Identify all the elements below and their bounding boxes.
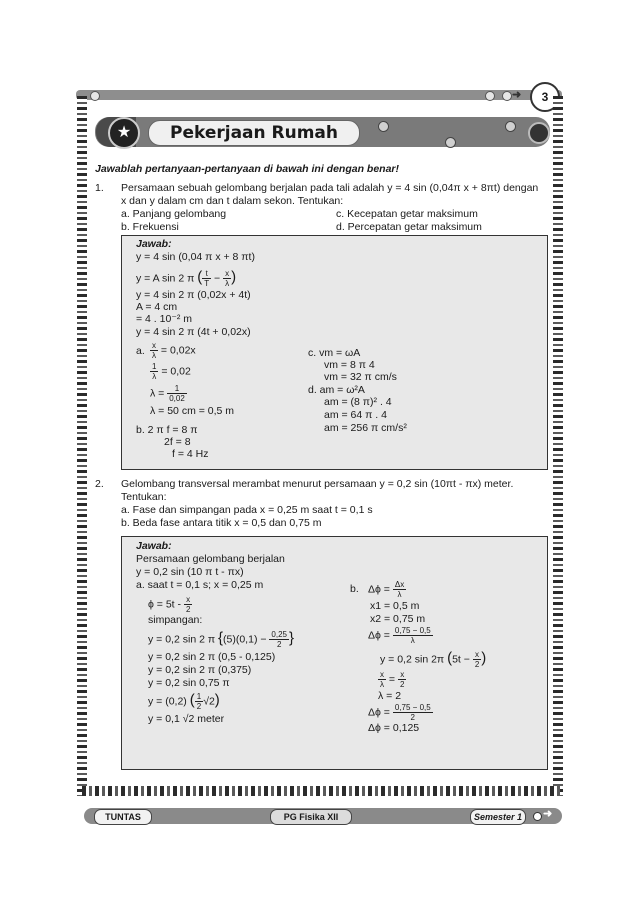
fraction: [393, 626, 433, 645]
equation-text: Δϕ =: [368, 629, 390, 642]
simpangan-line: y = 0,1 √2 meter: [148, 713, 225, 725]
part-c-line: vm = 32 π cm/s: [324, 371, 397, 383]
fraction: [223, 269, 231, 288]
page-number: 3: [530, 82, 560, 112]
footer-book-title: PG Fisika XII: [270, 809, 352, 825]
numerator: x: [152, 341, 156, 350]
denominator: T: [204, 279, 210, 288]
fraction: [202, 269, 211, 288]
fraction: [167, 384, 187, 403]
answer2-line: a. saat t = 0,1 s; x = 0,25 m: [136, 579, 264, 591]
q2-text-line2: Tentukan:: [121, 491, 167, 503]
equation-text: = 0,02x: [160, 344, 196, 357]
left-border-strip: [77, 96, 87, 796]
equation-text: y = (0,2): [148, 695, 187, 708]
equation-text: y = A sin 2 π: [136, 272, 195, 285]
fraction: [393, 580, 406, 599]
fraction: [269, 630, 289, 649]
part-b-line: [378, 670, 406, 689]
part-d-line: am = (8 π)² . 4: [324, 396, 392, 408]
header-dot: [378, 121, 389, 132]
denominator: 2: [185, 605, 191, 614]
q2-number: 2.: [95, 478, 104, 490]
part-c-line: c. vm = ωA: [308, 347, 361, 359]
simpangan-line: y = 0,2 sin 2 π (0,5 - 0,125): [148, 651, 276, 663]
q1-number: 1.: [95, 182, 104, 194]
phase-equation: [148, 595, 192, 614]
equation-text: Δϕ =: [368, 583, 390, 596]
footer-semester: Semester 1: [470, 809, 526, 825]
numerator: t: [202, 269, 211, 279]
part-d-line: am = 256 π cm/s²: [324, 422, 407, 434]
part-b-line: x1 = 0,5 m: [370, 600, 420, 612]
root-text: √2: [203, 695, 215, 708]
equation-text: λ =: [150, 387, 165, 400]
denominator: λ: [380, 680, 384, 689]
part-b-line: f = 4 Hz: [172, 448, 209, 460]
numerator: x: [225, 269, 230, 278]
q1-text-line2: x dan y dalam cm dan t dalam sekon. Tentukan:: [121, 195, 344, 207]
header-end-circle: [528, 122, 550, 144]
simpangan-line: [148, 630, 294, 649]
arrow-right-icon: ➜: [512, 89, 522, 101]
part-b-label: b.: [350, 583, 359, 595]
part-b-line: 2f = 8: [164, 436, 191, 448]
star-icon: ★: [108, 117, 140, 149]
denominator: 2: [196, 702, 202, 711]
answer2-line: y = 0,2 sin (10 π t - πx): [136, 566, 244, 578]
answer1-line: y = 4 sin 2 π (4t + 0,02x): [136, 326, 251, 338]
paren-open: (: [197, 268, 203, 286]
equation-text: y = 0,2 sin 2 π: [148, 633, 216, 646]
denominator: 2: [410, 713, 415, 722]
answer1-line: y = 4 sin (0,04 π x + 8 πt): [136, 251, 255, 263]
fraction: [398, 670, 406, 689]
equation-text: ϕ = 5t -: [148, 598, 182, 611]
denominator: λ: [410, 636, 415, 645]
equation-text: (5)(0,1) −: [223, 633, 267, 646]
equation-text: =: [388, 673, 396, 686]
paren-close: ): [481, 649, 487, 667]
paren-close: ): [231, 268, 237, 286]
part-a-eq1: [150, 341, 196, 360]
answer1-line: y = 4 sin 2 π (0,02x + 4t): [136, 289, 251, 301]
part-d-line: am = 64 π . 4: [324, 409, 387, 421]
numerator: 1: [167, 384, 187, 394]
q2-text-line1: Gelombang transversal merambat menurut persamaan y = 0,2 sin (10πt - πx) meter.: [121, 478, 514, 490]
fraction: [378, 670, 386, 689]
numerator: 1: [196, 692, 202, 701]
instruction-text: Jawablah pertanyaan-pertanyaan di bawah ini dengan benar!: [95, 163, 399, 175]
q2-option-a: a. Fase dan simpangan pada x = 0,25 m saat t = 0,1 s: [121, 504, 373, 516]
paren-open: (: [447, 649, 453, 667]
numerator: Δx: [394, 580, 405, 589]
header-dot: [445, 137, 456, 148]
equation-text: 5t −: [452, 653, 470, 666]
numerator: 0,75 − 0,5: [394, 703, 431, 712]
paren-close: ): [214, 691, 220, 709]
numerator: x: [184, 595, 192, 605]
q1-option-c: c. Kecepatan getar maksimum: [336, 208, 478, 220]
numerator: 0,75 − 0,5: [394, 626, 431, 635]
fraction: [184, 595, 192, 614]
denominator: 0,02: [169, 394, 185, 403]
part-a-eq2: [150, 362, 191, 381]
simpangan-label: simpangan:: [148, 614, 203, 626]
simpangan-line: y = 0,2 sin 0,75 π: [148, 677, 230, 689]
part-b-line: [380, 650, 486, 669]
part-b-line: Δϕ = 0,125: [368, 722, 420, 734]
denominator: λ: [225, 279, 230, 288]
equation-text: y = 0,2 sin 2π: [380, 653, 445, 666]
footer-dot: [533, 812, 542, 821]
part-a-eq3: [150, 384, 187, 403]
fraction: [150, 362, 158, 381]
answer1-line: A = 4 cm: [136, 301, 178, 313]
top-bar-dot: [485, 91, 495, 101]
numerator: x: [398, 670, 406, 680]
arrow-right-icon: ➜: [543, 808, 553, 820]
part-a-label: a.: [136, 345, 145, 357]
fraction: [150, 341, 158, 360]
fraction: [195, 692, 203, 711]
bottom-border-strip: [82, 786, 560, 796]
numerator: x: [380, 670, 384, 679]
answer1-line: = 4 . 10⁻² m: [136, 313, 193, 325]
q1-option-b: b. Frekuensi: [121, 221, 179, 233]
part-b-line: λ = 2: [378, 690, 402, 702]
section-title: Pekerjaan Rumah: [148, 120, 360, 146]
q1-text-line1: Persamaan sebuah gelombang berjalan pada tali adalah y = 4 sin (0,04π x + 8πt) dengan: [121, 182, 539, 194]
top-bar-dot: [502, 91, 512, 101]
brace-open: {: [218, 629, 224, 647]
answer2-label: Jawab:: [136, 540, 172, 552]
part-b-line: [368, 703, 433, 722]
top-bar-dot: [90, 91, 100, 101]
denominator: λ: [152, 372, 157, 381]
part-a-eq4: λ = 50 cm = 0,5 m: [150, 405, 235, 417]
fraction: [393, 703, 433, 722]
denominator: 2: [399, 680, 405, 689]
part-d-line: d. am = ω²A: [308, 384, 365, 396]
denominator: 2: [276, 640, 282, 649]
denominator: λ: [397, 590, 402, 599]
simpangan-line: y = 0,2 sin 2 π (0,375): [148, 664, 252, 676]
right-border-strip: [553, 96, 563, 796]
numerator: 1: [152, 362, 157, 371]
q2-option-b: b. Beda fase antara titik x = 0,5 dan 0,75 m: [121, 517, 322, 529]
part-b-line: x2 = 0,75 m: [370, 613, 426, 625]
footer-tuntas: TUNTAS: [94, 809, 152, 825]
header-dot: [505, 121, 516, 132]
q1-option-d: d. Percepatan getar maksimum: [336, 221, 482, 233]
denominator: λ: [152, 351, 156, 360]
part-b-line: [368, 626, 433, 645]
simpangan-line: [148, 692, 220, 711]
part-b-line: [368, 580, 406, 599]
part-c-line: vm = 8 π 4: [324, 359, 375, 371]
answer1-label: Jawab:: [136, 238, 172, 250]
q1-option-a: a. Panjang gelombang: [121, 208, 227, 220]
equation-text: Δϕ =: [368, 706, 390, 719]
brace-close: }: [289, 629, 295, 647]
answer2-line: Persamaan gelombang berjalan: [136, 553, 285, 565]
part-b-line: b. 2 π f = 8 π: [136, 424, 198, 436]
numerator: 0,25: [271, 630, 287, 639]
fraction: [473, 650, 481, 669]
paren-open: (: [189, 691, 195, 709]
equation-text: = 0,02: [161, 365, 191, 378]
numerator: x: [473, 650, 481, 660]
denominator: 2: [474, 660, 480, 669]
answer1-line: y = A sin 2 π ( $\frac{t}{T}$ − $\frac{x}{\lambda}$ ): [136, 268, 237, 288]
